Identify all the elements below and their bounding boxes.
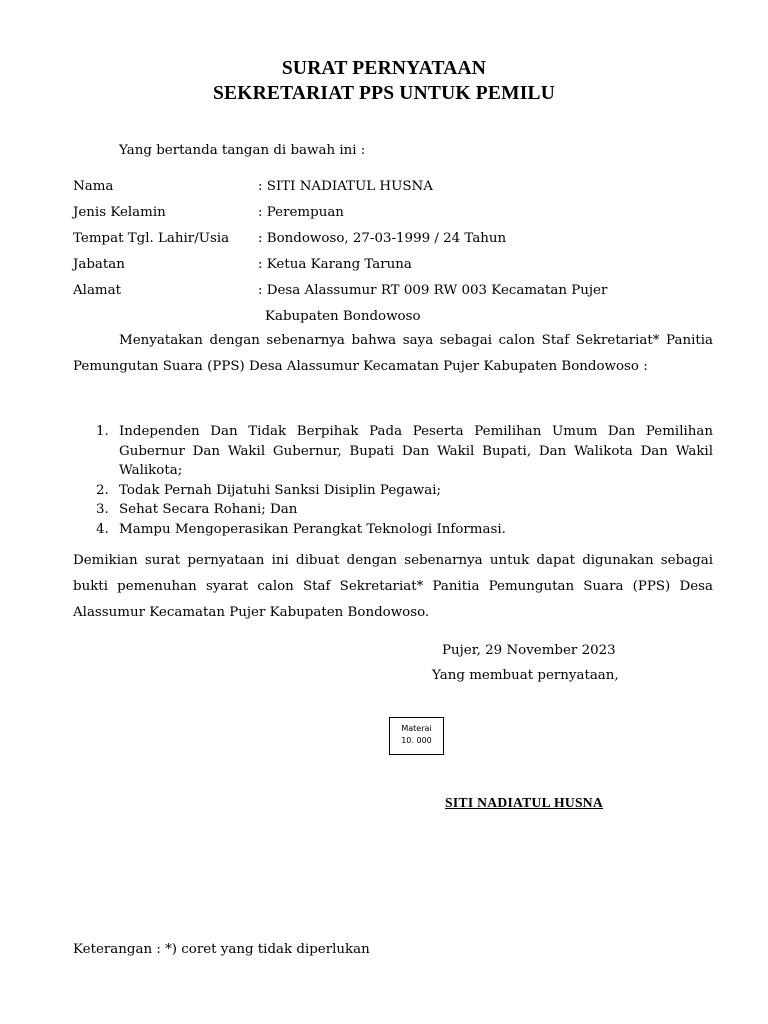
stamp-line-1: Materai [401,724,432,733]
list-item [73,500,713,520]
place-date: Pujer, 29 November 2023 [442,643,616,658]
stamp-box [389,717,444,755]
list-text: Sehat Secara Rohani; Dan [119,502,298,517]
maker-label: Yang membuat pernyataan, [432,668,619,683]
field-value: : Ketua Karang Taruna [258,257,412,272]
field-value: : SITI NADIATUL HUSNA [258,179,433,194]
document-title: SURAT PERNYATAAN [281,58,487,79]
field-label: Tempat Tgl. Lahir/Usia [73,231,230,246]
list-item [73,520,713,540]
list-item [73,422,713,481]
list-number: 2. [96,482,109,498]
list-item [73,481,713,501]
field-value: : Perempuan [258,205,344,220]
requirements-list [73,422,713,539]
field-label: Jabatan [73,257,125,272]
field-value: : Bondowoso, 27-03-1999 / 24 Tahun [258,231,507,246]
list-number: 1. [96,424,109,439]
footnote: Keterangan : *) coret yang tidak diperlukan [73,942,370,957]
list-text: Todak Pernah Dijatuhi Sanksi Disiplin Pegawai; [119,482,442,498]
address-continued: Kabupaten Bondowoso [265,309,421,324]
list-text: Independen Dan Tidak Berpihak Pada Peserta Pemilihan Umum Dan Pemilihan Gubernur Dan Wakil Gubernur, Bupati Dan Wakil Bupati, Dan Walikota Dan Wakil Walikota; [119,424,713,478]
closing-paragraph: Demikian surat pernyataan ini dibuat dengan sebenarnya untuk dapat digunakan sebagai bukti pemenuhan syarat calon Staf Sekretariat* Panitia Pemungutan Suara (PPS) Desa Alassumur Kecamatan Pujer Kabupaten Bondowoso. [73,553,713,620]
field-label: Nama [73,179,114,194]
field-value: : Desa Alassumur RT 009 RW 003 Kecamatan Pujer [258,283,608,298]
statement-paragraph [73,328,713,380]
field-label: Jenis Kelamin [73,205,166,220]
document-subtitle: SEKRETARIAT PPS UNTUK PEMILU [212,83,556,104]
intro-text: Yang bertanda tangan di bawah ini : [119,143,366,158]
stamp-line-2: 10. 000 [401,736,432,745]
statement-text: Menyatakan dengan sebenarnya bahwa saya sebagai calon Staf Sekretariat* Panitia Pemungutan Suara (PPS) Desa Alassumur Kecamatan Pujer Kabupaten Bondowoso : [73,333,713,374]
field-label: Alamat [73,283,121,298]
list-number: 3. [96,502,109,517]
list-number: 4. [96,521,109,537]
list-text: Mampu Mengoperasikan Perangkat Teknologi Informasi. [119,521,506,537]
signer-name: SITI NADIATUL HUSNA [445,795,604,810]
